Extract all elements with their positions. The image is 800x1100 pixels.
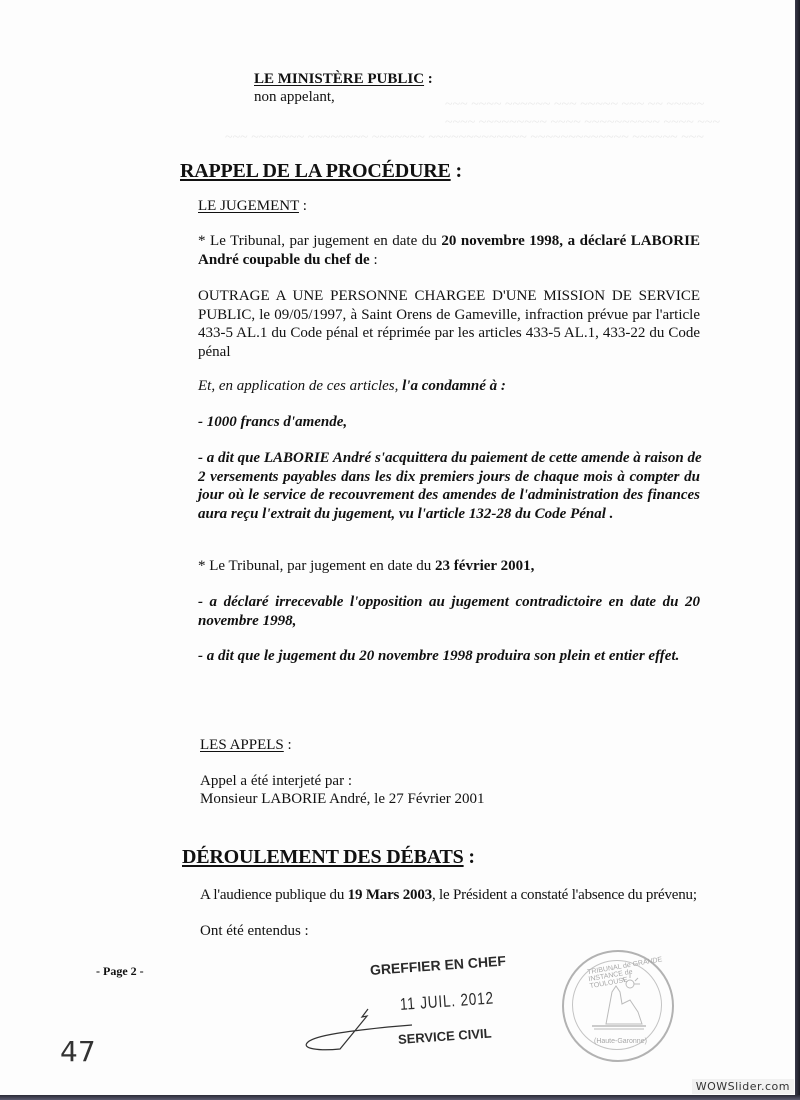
bleed-through-text: ~~~ ~~~~~~~ ~~~~~~~~ ~~~~~~~ ~~~~~~~~~~~~~ ~~~~~~~~~~~~~ ~~~~~~ ~~~ [225,130,704,145]
heading-colon: : [298,198,307,214]
judgment-1-charge: André coupable du chef de [198,251,370,268]
ministere-public-status: non appelant, [254,89,335,105]
section-heading-debats [182,846,475,869]
appels-heading-text: LES APPELS [200,737,284,753]
jugement-heading-text: LE JUGEMENT [198,198,299,214]
judgment-2-line [198,557,534,575]
viewer-frame-bottom [0,1095,800,1100]
judgment-1-date: 20 novembre 1998, a déclaré LABORIE [441,233,700,249]
irrecevable-line: novembre 1998, [198,612,297,629]
seal-bottom-text: (Haute-Garonne) [594,1038,647,1045]
application-line [198,377,506,395]
ministere-public-block [254,70,433,88]
watermark-label: WOWSlider.com [692,1079,794,1094]
offense-paragraph [198,287,700,361]
fine-amount: - 1000 francs d'amende, [198,414,348,430]
effect-line: - a dit que le jugement du 20 novembre 1998 produira son plein et entier effet. [198,648,680,664]
offense-line: 433-5 AL.1 du Code pénal et réprimée par les articles 433-5 AL.1, 433-22 du Code [198,325,700,341]
irrecevable-paragraph [198,593,700,630]
payment-line: jour où le service de recouvrement des amendes de l'administration des finances [198,487,700,503]
section-heading-rappel [180,160,462,183]
judgment-2-prefix: * Le Tribunal, par jugement en date du [198,558,436,574]
audience-prefix: A l'audience publique du [200,887,348,903]
ministere-public-heading: LE MINISTÈRE PUBLIC [254,71,425,87]
payment-line: aura reçu l'extrait du jugement, vu l'article 132-28 du Code Pénal . [198,505,614,522]
signature-icon [300,1005,420,1055]
debats-heading-text: DÉROULEMENT DES DÉBATS [182,846,464,868]
payment-line: - a dit que LABORIE André s'acquittera du paiement de cette amende à raison de [198,450,702,466]
audience-suffix: , le Président a constaté l'absence du prévenu; [431,887,697,903]
payment-line: 2 versements payables dans les dix premiers jours de chaque mois à compter du [198,468,700,485]
heading-colon: : [463,846,475,868]
condemnation-text: l'a condamné à : [402,378,506,394]
audience-line [200,886,697,904]
stamp-greffier: GREFFIER EN CHEF [369,952,507,978]
handwritten-page-number: 47 [60,1035,96,1068]
stamp-service: SERVICE CIVIL [397,1025,492,1047]
page-number: - Page 2 - [96,964,144,978]
heading-colon: : [283,737,292,753]
colon: : [369,251,378,268]
viewer-frame-right [795,0,800,1100]
offense-line: OUTRAGE A UNE PERSONNE CHARGEE D'UNE MISSION DE SERVICE [198,288,700,304]
rappel-heading-text: RAPPEL DE LA PROCÉDURE [180,160,451,182]
application-text: Et, en application de ces articles, [198,378,403,394]
audience-date: 19 Mars 2003 [347,887,432,903]
offense-line: PUBLIC, le 09/05/1997, à Saint Orens de Gameville, infraction prévue par l'article [198,306,700,323]
seal-top-text: TRIBUNAL de GRANDE INSTANCE de TOULOUSE [586,956,663,991]
irrecevable-line: - a déclaré irrecevable l'opposition au jugement contradictoire en date du 20 [198,594,700,610]
payment-paragraph [198,449,700,523]
stamp-date: 11 JUIL. 2012 [399,988,495,1014]
appellant-line: Monsieur LABORIE André, le 27 Février 2001 [200,791,485,807]
judgment-1-paragraph [198,232,700,269]
heading-colon: : [424,71,433,87]
subheading-appels [200,736,292,754]
bleed-through-text: ~~~ ~~~~ ~~~~~~ ~~~ ~~~~~ ~~~ ~~ ~~~~~ [445,97,705,112]
offense-line: pénal [198,343,231,360]
bleed-through-text: ~~~~ ~~~~~~~~~ ~~~~ ~~~~~~~~~~ ~~~~ ~~~ [445,115,721,130]
appeal-filed-line: Appel a été interjeté par : [200,773,353,789]
judgment-2-date: 23 février 2001, [435,558,535,574]
heard-line: Ont été entendus : [200,923,309,939]
heading-colon: : [450,160,462,182]
subheading-jugement [198,197,307,215]
judgment-1-prefix: * Le Tribunal, par jugement en date du [198,233,442,249]
court-seal-icon [562,950,674,1062]
